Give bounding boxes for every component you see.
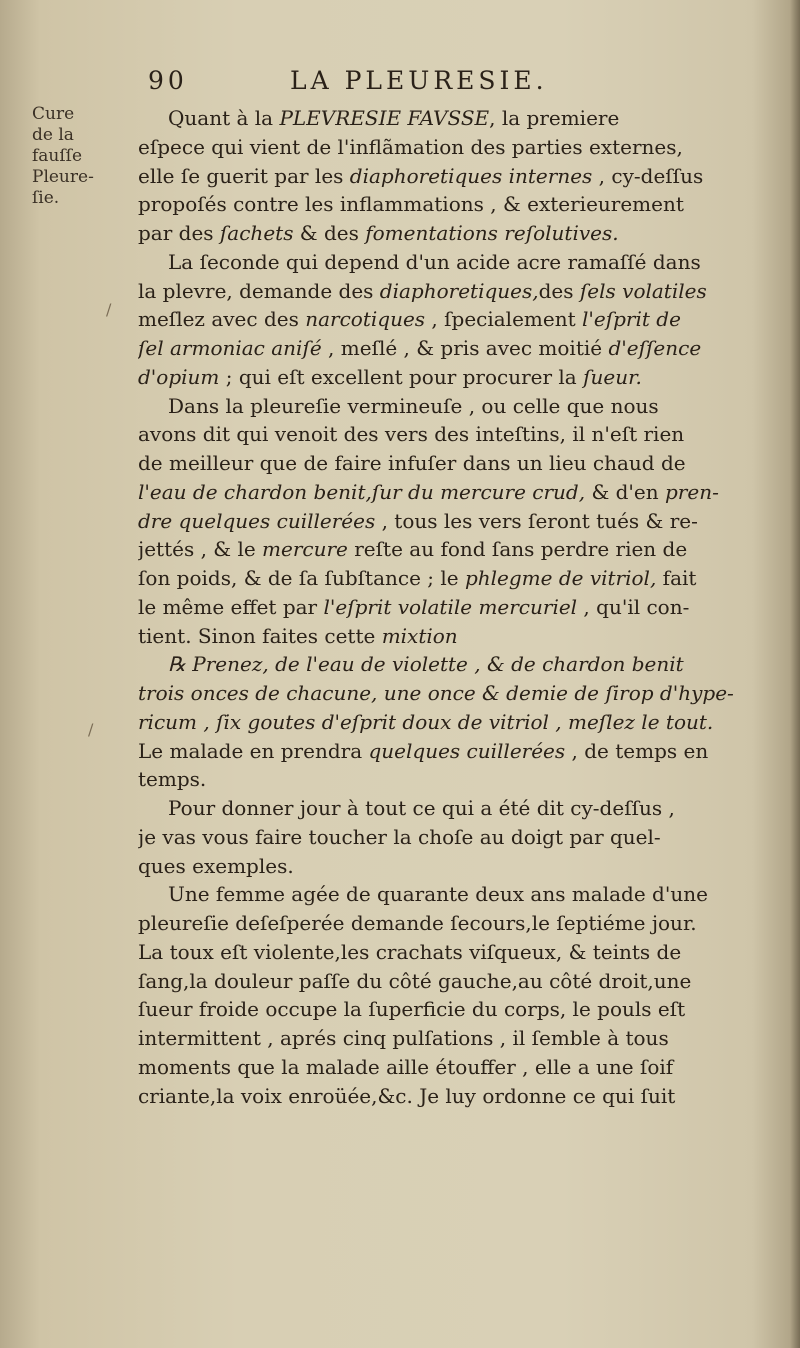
margin-note — [32, 104, 112, 209]
text-line — [138, 277, 770, 306]
running-title: LA PLEURESIE. — [290, 66, 548, 95]
italic-text: l'eſprit volatile mercuriel — [323, 594, 578, 619]
text-line — [138, 420, 770, 449]
text-run: & des — [293, 221, 366, 245]
text-run: ſueur froide occupe la ſuperficie du corps, le pouls eſt — [138, 997, 686, 1022]
margin-note-line: Pleure- — [32, 167, 94, 187]
text-run: de meilleur que de faire infuſer dans un lieu chaud de — [138, 451, 686, 475]
text-run: le même effet par — [138, 594, 324, 619]
text-line — [138, 1024, 770, 1053]
italic-text: ſachets — [219, 221, 294, 245]
text-line — [138, 852, 770, 881]
text-run: La toux eſt violente,les crachats viſqueux, & teints de — [138, 939, 682, 964]
text-line — [138, 392, 770, 421]
text-line — [138, 564, 770, 593]
text-run: je vas vous faire toucher la choſe au doigt par quel- — [138, 824, 661, 849]
text-run: , la premiere — [489, 106, 620, 130]
text-run: temps. — [138, 767, 207, 792]
text-line — [138, 219, 770, 248]
text-run: , cy-deſſus — [592, 163, 704, 188]
page-gutter-shadow — [790, 0, 800, 1348]
text-line — [138, 363, 770, 392]
text-line — [138, 995, 770, 1024]
italic-text: quelques cuillerées — [368, 738, 566, 763]
italic-text: diaphoretiques, — [379, 278, 539, 303]
text-line — [138, 737, 770, 766]
italic-text: ſels volatiles — [579, 278, 707, 303]
italic-text: mercure — [262, 537, 348, 562]
text-run: intermittent , aprés cinq pulſations , il ſemble à tous — [138, 1026, 669, 1050]
margin-note-line: Cure — [32, 104, 75, 124]
text-run: La ſeconde qui depend d'un acide acre ramaſſé dans — [168, 249, 701, 274]
italic-text: fomentations reſolutives. — [365, 221, 619, 245]
italic-text: d'eſſence — [608, 336, 702, 360]
text-line — [138, 880, 770, 909]
margin-mark: / — [88, 720, 94, 739]
text-run: jettés , & le — [138, 537, 263, 562]
text-run: ſon poids, & de ſa ſubſtance ; le — [138, 566, 465, 590]
text-run: Pour donner jour à tout ce qui a été dit cy-deſſus , — [168, 796, 675, 820]
italic-text: ſel armoniac aniſé — [138, 336, 322, 360]
text-run: , ſpecialement — [425, 307, 582, 332]
text-run: ques exemples. — [138, 853, 294, 878]
italic-text: trois onces de chacune, une once & demie de ſirop d'hype- — [138, 681, 734, 705]
text-line — [138, 679, 770, 708]
text-run: fait — [656, 566, 697, 590]
text-line — [138, 593, 770, 622]
text-run: Quant à la — [168, 106, 280, 130]
italic-text: mixtion — [381, 623, 458, 648]
text-run: eſpece qui vient de l'inflãmation des parties externes, — [138, 134, 683, 159]
text-run: reſte au fond ſans perdre rien de — [347, 537, 688, 562]
margin-note-line: fauſſe — [32, 146, 83, 166]
text-line — [138, 765, 770, 794]
margin-note-line: ſie. — [32, 188, 60, 208]
italic-text: ℞ Prenez, de l'eau de violette , & de chardon benit — [168, 652, 684, 677]
italic-text: phlegme de vitriol, — [464, 566, 657, 590]
text-run: ; qui eſt excellent pour procurer la — [219, 364, 584, 389]
running-header — [140, 66, 780, 102]
text-line — [138, 190, 770, 219]
italic-text: PLEVRESIE FAVSSE — [279, 106, 490, 130]
text-run: moments que la malade aille étouffer , elle a une ſoif — [138, 1054, 674, 1079]
text-line — [138, 622, 770, 651]
text-line — [138, 104, 770, 133]
text-line — [138, 305, 770, 334]
text-run: & d'en — [585, 479, 665, 504]
text-run: criante,la voix enroüée,&c. Je luy ordonne ce qui ſuit — [138, 1083, 676, 1108]
italic-text: ſueur. — [583, 364, 642, 389]
text-run: elle ſe guerit par les — [138, 163, 350, 188]
text-run: meſlez avec des — [138, 307, 306, 332]
text-line — [138, 162, 770, 191]
text-run: , qu'il con- — [577, 594, 690, 619]
text-line — [138, 708, 770, 737]
italic-text: diaphoretiques internes — [349, 163, 593, 188]
italic-text: l'eſprit de — [582, 307, 681, 332]
text-line — [138, 967, 770, 996]
text-run: Une femme agée de quarante deux ans malade d'une — [168, 882, 708, 907]
text-run: tient. Sinon faites cette — [138, 623, 382, 648]
text-line — [138, 507, 770, 536]
text-line — [138, 133, 770, 162]
text-run: par des — [138, 221, 220, 245]
italic-text: l'eau de chardon benit,ſur du mercure crud, — [138, 479, 586, 504]
text-run: Dans la pleureſie vermineuſe , ou celle que nous — [168, 393, 659, 418]
text-run: pleureſie deſeſperée demande ſecours,le ſeptiéme jour. — [138, 911, 697, 935]
text-run: Le malade en prendra — [138, 738, 369, 763]
italic-text: dre quelques cuillerées — [138, 508, 376, 533]
text-line — [138, 794, 770, 823]
italic-text: narcotiques — [305, 307, 426, 332]
text-run: , tous les vers ſeront tués & re- — [375, 508, 698, 533]
text-run: , meſlé , & pris avec moitié — [321, 336, 609, 360]
text-line — [138, 535, 770, 564]
text-line — [138, 248, 770, 277]
text-run: la plevre, demande des — [138, 278, 380, 303]
text-run: avons dit qui venoit des vers des inteſtins, il n'eſt rien — [138, 422, 685, 447]
text-run: propoſés contre les inflammations , & exterieurement — [138, 192, 684, 217]
body-text — [138, 104, 770, 1110]
page-number: 90 — [148, 66, 188, 95]
text-run: , de temps en — [565, 738, 709, 763]
text-line — [138, 938, 770, 967]
text-line — [138, 334, 770, 363]
text-line — [138, 650, 770, 679]
text-line — [138, 1082, 770, 1111]
text-line — [138, 478, 770, 507]
text-line — [138, 909, 770, 938]
italic-text: ricum , ſix goutes d'eſprit doux de vitriol , meſlez le tout. — [138, 709, 714, 734]
italic-text: d'opium — [138, 364, 220, 389]
text-line — [138, 449, 770, 478]
text-line — [138, 1053, 770, 1082]
margin-note-line: de la — [32, 125, 74, 145]
text-run: des — [538, 278, 580, 303]
text-run: ſang,la douleur paſſe du côté gauche,au côté droit,une — [138, 968, 692, 993]
italic-text: pren- — [665, 479, 719, 504]
text-line — [138, 823, 770, 852]
margin-mark: / — [106, 300, 112, 319]
